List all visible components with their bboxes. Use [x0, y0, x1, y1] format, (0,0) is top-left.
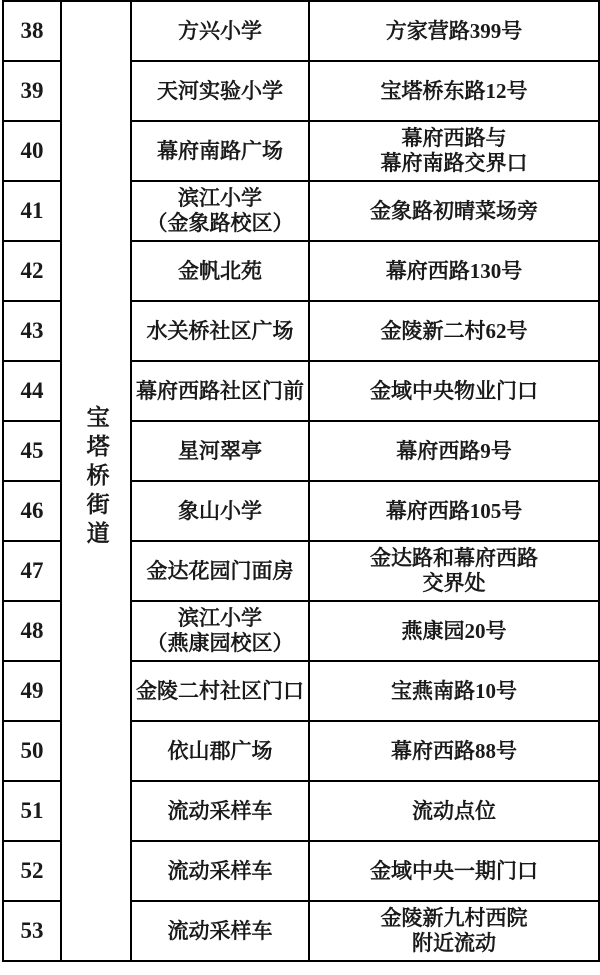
- site-name: [131, 1, 309, 61]
- table-body: [3, 1, 599, 961]
- site-name: [131, 61, 309, 121]
- site-name: [131, 121, 309, 181]
- sampling-sites-table: [2, 0, 600, 962]
- site-name-line1: 金陵二村社区门口: [136, 678, 304, 703]
- site-name: [131, 481, 309, 541]
- row-number: 40: [3, 121, 61, 181]
- row-number: 46: [3, 481, 61, 541]
- row-number: 41: [3, 181, 61, 241]
- site-address-line2: 交界处: [422, 571, 486, 595]
- site-address: [309, 661, 599, 721]
- site-name-line1: 流动采样车: [167, 858, 273, 883]
- site-address: [309, 541, 599, 601]
- row-number: 53: [3, 901, 61, 961]
- site-address-line1: 方家营路399号: [385, 18, 523, 43]
- row-number: 44: [3, 361, 61, 421]
- site-address-line1: 幕府西路与: [401, 126, 507, 151]
- site-address-line2: 幕府南路交界口: [380, 151, 528, 175]
- site-address-line1: 金陵新二村62号: [380, 318, 528, 343]
- site-address: [309, 841, 599, 901]
- site-name: [131, 841, 309, 901]
- site-address-line1: 幕府西路130号: [385, 258, 523, 283]
- row-number: 45: [3, 421, 61, 481]
- site-address-line1: 金达路和幕府西路: [370, 546, 538, 571]
- site-name-line2: （燕康园校区）: [146, 631, 294, 655]
- row-number: 48: [3, 601, 61, 661]
- site-address: [309, 301, 599, 361]
- site-name-line1: 依山郡广场: [167, 738, 273, 763]
- site-address: [309, 241, 599, 301]
- site-name-line1: 流动采样车: [167, 918, 273, 943]
- row-number: 51: [3, 781, 61, 841]
- street-name-label: 宝塔桥街道: [83, 405, 109, 551]
- site-address-line2: 附近流动: [412, 931, 496, 955]
- site-name-line1: 流动采样车: [167, 798, 273, 823]
- row-number: 43: [3, 301, 61, 361]
- site-address: [309, 1, 599, 61]
- site-address: [309, 481, 599, 541]
- table-row: [3, 1, 599, 61]
- site-name-line1: 幕府西路社区门前: [136, 378, 304, 403]
- site-name: [131, 361, 309, 421]
- row-number: 38: [3, 1, 61, 61]
- row-number: 42: [3, 241, 61, 301]
- row-number: 49: [3, 661, 61, 721]
- site-name: [131, 301, 309, 361]
- site-address: [309, 601, 599, 661]
- site-name-line1: 滨江小学: [178, 606, 262, 631]
- site-name: [131, 721, 309, 781]
- site-name-line1: 金帆北苑: [178, 258, 262, 283]
- site-address: [309, 121, 599, 181]
- site-name: [131, 541, 309, 601]
- site-name-line1: 水关桥社区广场: [146, 318, 294, 343]
- row-number: 39: [3, 61, 61, 121]
- site-name-line1: 滨江小学: [178, 186, 262, 211]
- site-name: [131, 181, 309, 241]
- site-name: [131, 781, 309, 841]
- site-name-line1: 幕府南路广场: [157, 138, 283, 163]
- site-name: [131, 241, 309, 301]
- site-address-line1: 幕府西路105号: [385, 498, 523, 523]
- site-name: [131, 601, 309, 661]
- site-address-line1: 燕康园20号: [401, 618, 507, 643]
- site-name: [131, 901, 309, 961]
- row-number: 52: [3, 841, 61, 901]
- site-address: [309, 61, 599, 121]
- site-address: [309, 361, 599, 421]
- site-address-line1: 流动点位: [412, 798, 496, 823]
- row-number: 50: [3, 721, 61, 781]
- site-address-line1: 金象路初晴菜场旁: [370, 198, 538, 223]
- site-address: [309, 781, 599, 841]
- site-address-line1: 金陵新九村西院: [380, 906, 528, 931]
- site-address-line1: 金域中央物业门口: [370, 378, 538, 403]
- site-name-line2: （金象路校区）: [146, 211, 294, 235]
- site-address-line1: 金域中央一期门口: [370, 858, 538, 883]
- site-name-line1: 星河翠亭: [178, 438, 262, 463]
- site-address: [309, 721, 599, 781]
- site-name: [131, 421, 309, 481]
- site-address-line1: 幕府西路88号: [391, 738, 517, 763]
- site-address: [309, 421, 599, 481]
- site-name-line1: 金达花园门面房: [146, 558, 294, 583]
- site-address: [309, 181, 599, 241]
- row-number: 47: [3, 541, 61, 601]
- site-name-line1: 天河实验小学: [157, 78, 283, 103]
- site-name-line1: 象山小学: [178, 498, 262, 523]
- site-address: [309, 901, 599, 961]
- street-name-cell: [61, 1, 131, 961]
- site-address-line1: 幕府西路9号: [396, 438, 512, 463]
- site-name: [131, 661, 309, 721]
- site-address-line1: 宝燕南路10号: [391, 678, 517, 703]
- site-address-line1: 宝塔桥东路12号: [380, 78, 528, 103]
- site-name-line1: 方兴小学: [178, 18, 262, 43]
